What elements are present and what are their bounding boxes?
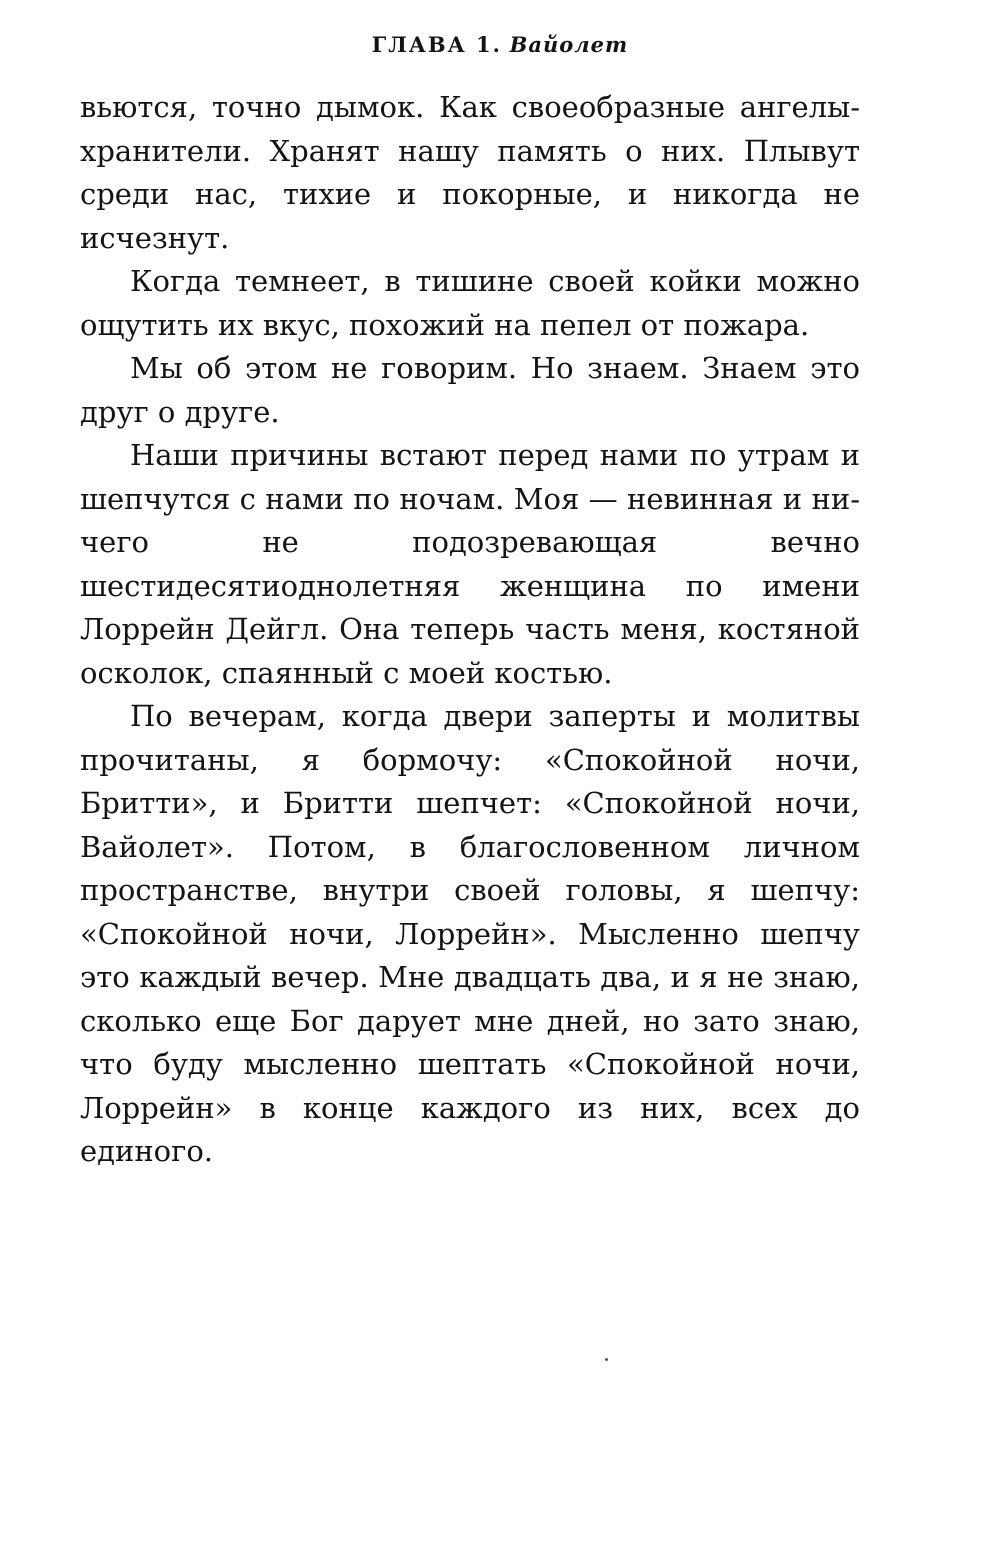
paragraph: вьются, точно дымок. Как своеобразные ангелы-хранители. Хранят нашу память о них. Плывут среди нас, тихие и покорные, и никогда не исчезнут. — [80, 90, 860, 255]
paragraph: По вечерам, когда двери заперты и молитвы прочитаны, я бормочу: «Спокойной ночи, Бритти», и Бритти шепчет: «Спокойной ночи, Вайолет». Потом, в благословенном личном пространстве, внутри своей головы, я шепчу: «Спокойной ночи, Лоррейн». Мысленно шепчу это каждый вечер. Мне двадцать два, и я не знаю, сколько еще Бог дарует мне дней, но зато знаю, что буду мысленно шептать «Спокойной ночи, Лоррейн» в конце каждого из них, всех до единого. — [80, 699, 860, 1168]
chapter-name: Вайолет — [509, 32, 629, 57]
paragraph: Наши причины встают перед нами по утрам и шепчутся с нами по ночам. Моя — невинная и ничего не подозревающая вечно шестидесятиоднолетняя женщина по имени Лоррейн Дейгл. Она теперь часть меня, костяной осколок, спаянный с моей костью. — [80, 438, 860, 690]
print-speck — [605, 1358, 608, 1361]
paragraph: Мы об этом не говорим. Но знаем. Знаем это друг о друге. — [80, 351, 860, 429]
running-head — [0, 30, 1000, 60]
chapter-label: ГЛАВА 1. — [371, 32, 502, 57]
paragraph: Когда темнеет, в тишине своей койки можно ощутить их вкус, похожий на пепел от пожара. — [80, 264, 860, 342]
body-text — [80, 86, 860, 1174]
